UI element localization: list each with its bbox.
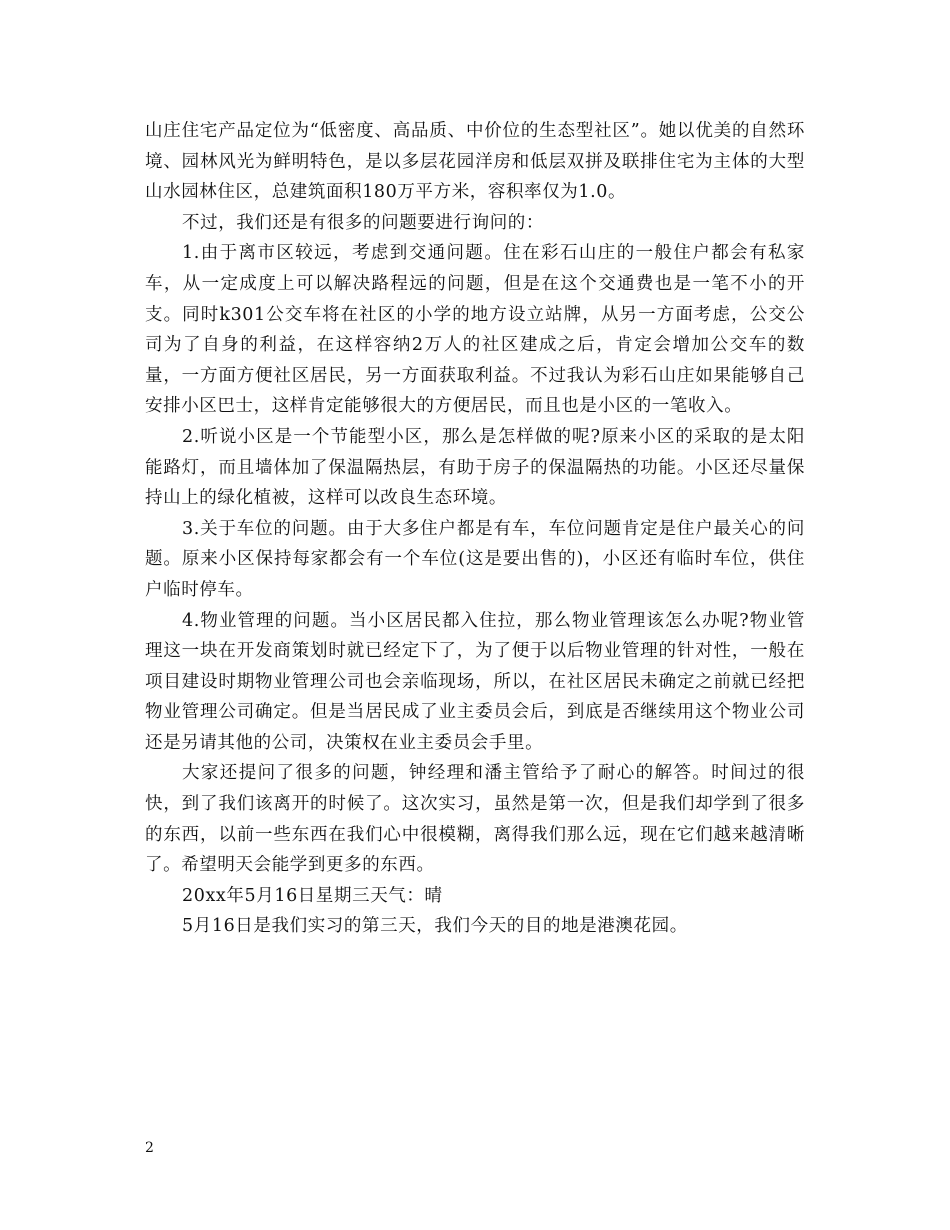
- paragraph-date-weather: 20xx年5月16日星期三天气：晴: [182, 885, 443, 906]
- paragraph-question-1: 1.由于离市区较远，考虑到交通问题。住在彩石山庄的一般住户都会有私家车，从一定成度上可以解决路程远的问题，但是在这个交通费也是一笔不小的开支。同时k301公交车将在社区的小学的地方设立站牌，从另一方面考虑，公交公司为了自身的利益，在这样容纳2万人的社区建成之后，肯定会增加公交车的数量，一方面方便社区居民，另一方面获取利益。不过我认为彩石山庄如果能够自己安排小区巴士，这样肯定能够很大的方便居民，而且也是小区的一笔收入。: [145, 243, 805, 417]
- paragraph-questions-lead: 不过，我们还是有很多的问题要进行询问的：: [182, 212, 544, 233]
- paragraph-day-three: 5月16日是我们实习的第三天，我们今天的目的地是港澳花园。: [182, 916, 688, 937]
- paragraph-question-2: 2.听说小区是一个节能型小区，那么是怎样做的呢?原来小区的采取的是太阳能路灯，而且墙体加了保温隔热层，有助于房子的保温隔热的功能。小区还尽量保持山上的绿化植被，这样可以改良生态环境。: [145, 426, 805, 509]
- paragraph-question-4: 4.物业管理的问题。当小区居民都入住拉，那么物业管理该怎么办呢?物业管理这一块在开发商策划时就已经定下了，为了便于以后物业管理的针对性，一般在项目建设时期物业管理公司也会亲临现场，所以，在社区居民未确定之前就已经把物业管理公司确定。但是当居民成了业主委员会后，到底是否继续用这个物业公司还是另请其他的公司，决策权在业主委员会手里。: [145, 610, 805, 753]
- paragraph-question-3: 3.关于车位的问题。由于大多住户都是有车，车位问题肯定是住户最关心的问题。原来小区保持每家都会有一个车位(这是要出售的)，小区还有临时车位，供住户临时停车。: [145, 518, 805, 600]
- page-number: 2: [145, 1140, 154, 1156]
- paragraph-summary: 大家还提问了很多的问题，钟经理和潘主管给予了耐心的解答。时间过的很快，到了我们该离开的时候了。这次实习，虽然是第一次，但是我们却学到了很多的东西，以前一些东西在我们心中很模糊，离得我们那么远，现在它们越来越清晰了。希望明天会能学到更多的东西。: [145, 763, 805, 876]
- paragraph-intro: 山庄住宅产品定位为“低密度、高品质、中价位的生态型社区”。她以优美的自然环境、园林风光为鲜明特色，是以多层花园洋房和低层双拼及联排住宅为主体的大型山水园林住区，总建筑面积180万平方米，容积率仅为1.0。: [145, 121, 805, 203]
- document-body: [145, 116, 805, 942]
